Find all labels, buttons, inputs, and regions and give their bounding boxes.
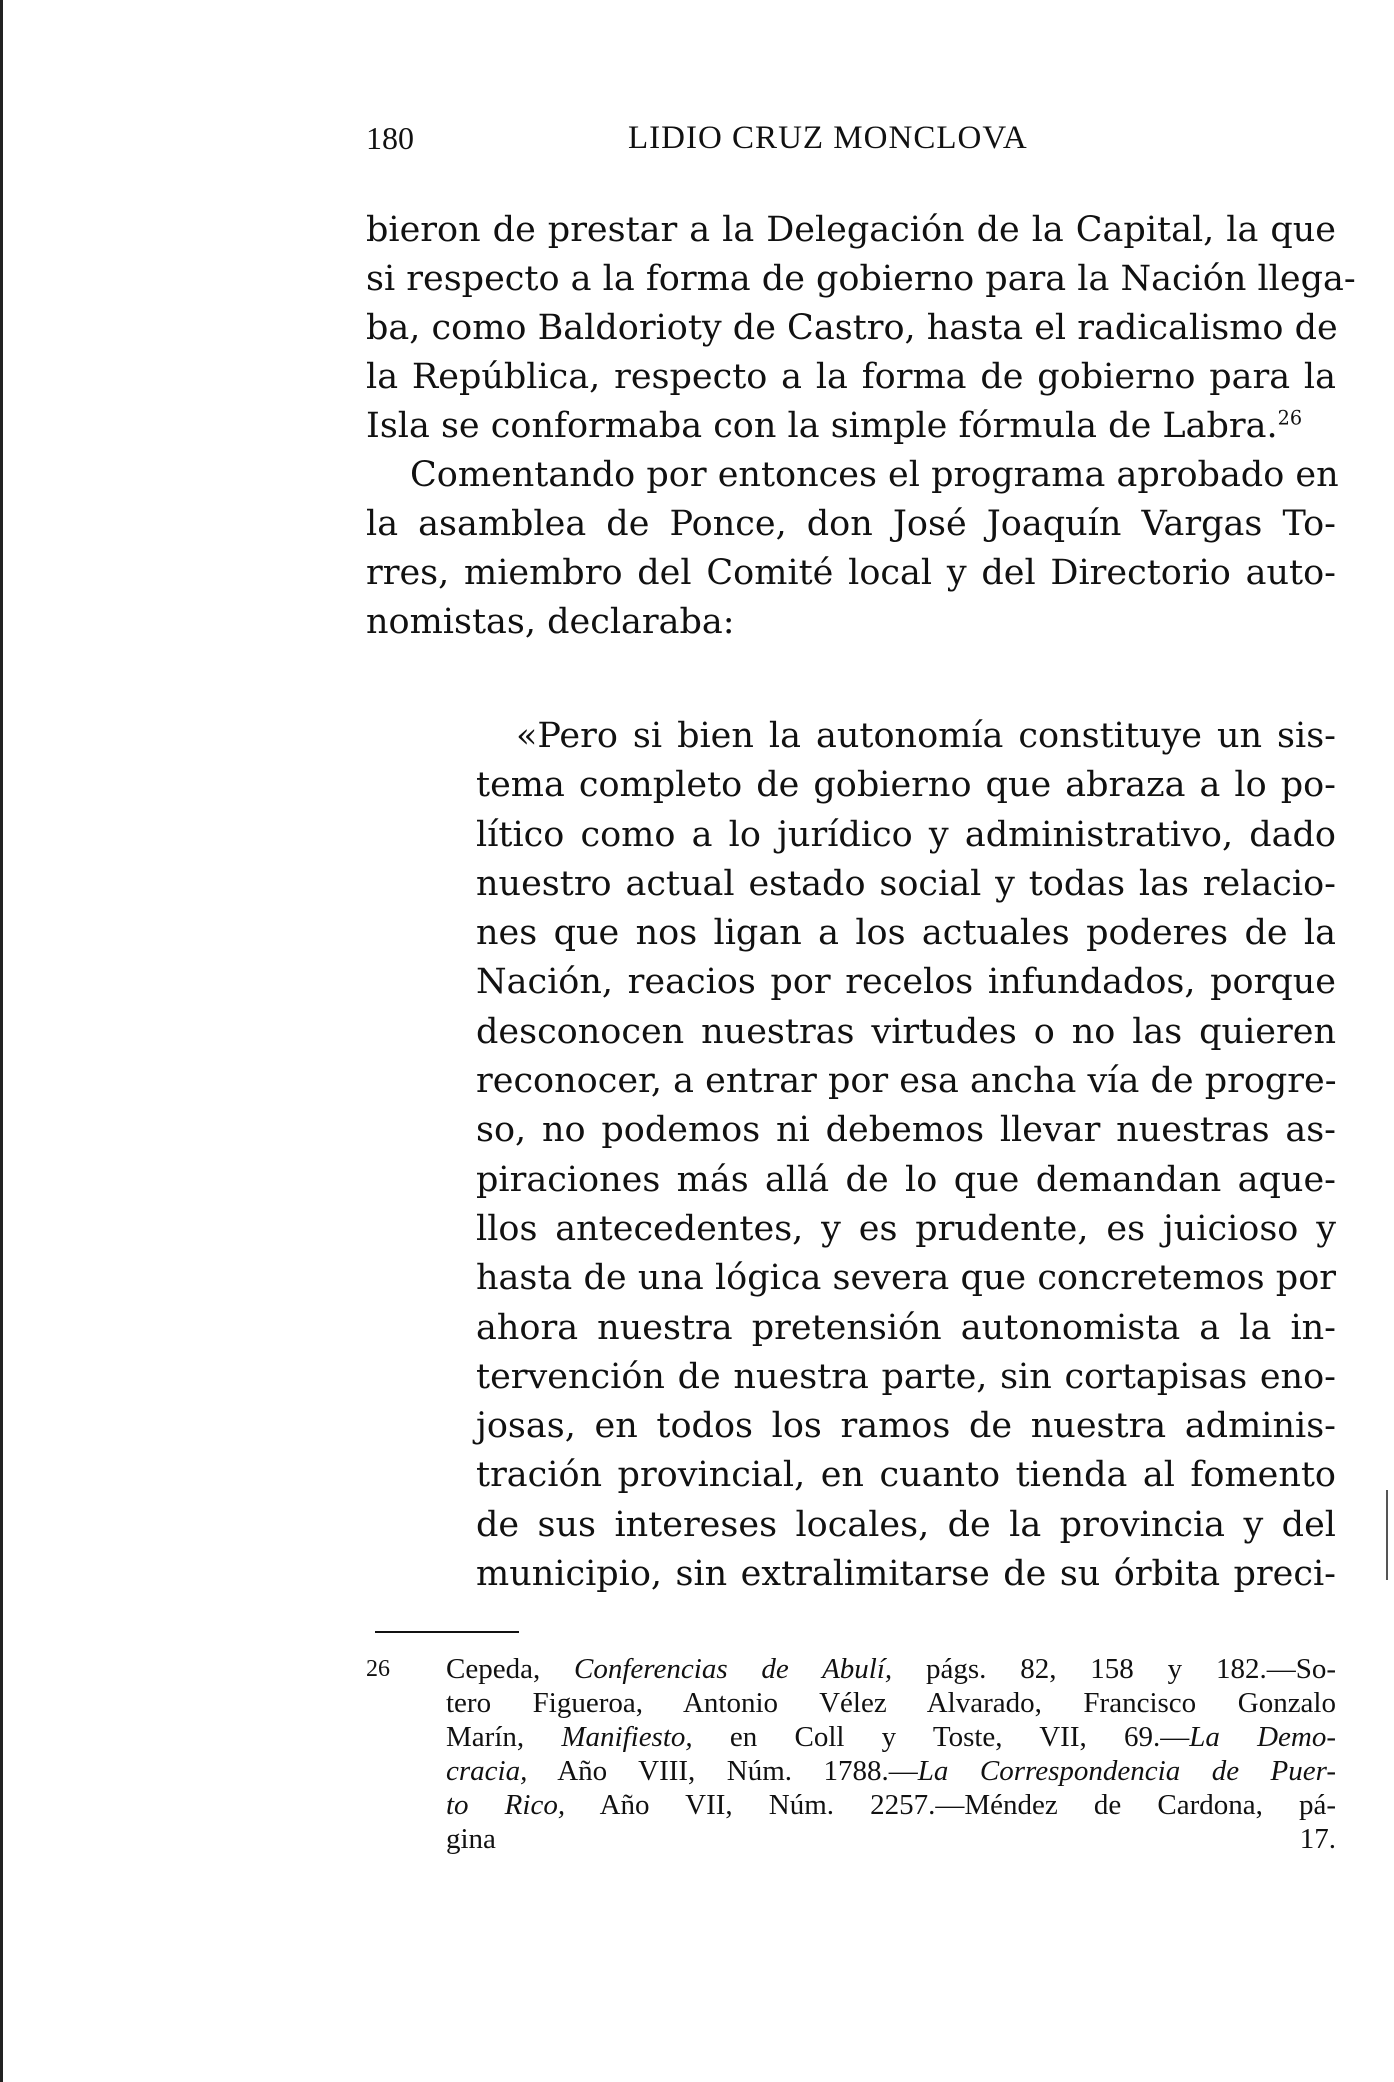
footnote-number: 26: [366, 1656, 390, 1682]
footnote-line: [446, 1652, 1336, 1686]
quote-line: tervención de nuestra parte, sin cortapisas eno-: [476, 1356, 1336, 1397]
quote-line: so, no podemos ni debemos llevar nuestras as-: [476, 1110, 1336, 1151]
footnote-title: La Correspondencia de Puer-: [917, 1755, 1337, 1787]
text-line-content: Isla se conformaba con la simple fórmula de Labra.: [366, 406, 1278, 446]
text-line: la asamblea de Ponce, don José Joaquín Vargas To-: [366, 504, 1336, 544]
quote-line: josas, en todos los ramos de nuestra adminis-: [476, 1406, 1336, 1447]
quote-line: tración provincial, en cuanto tienda al fomento: [476, 1455, 1336, 1496]
footnote-text: Año VIII, Núm. 1788.—: [527, 1755, 918, 1787]
text-line: Comentando por entonces el programa aprobado en: [410, 455, 1339, 495]
footnote-line: tero Figueroa, Antonio Vélez Alvarado, Francisco Gonzalo: [446, 1687, 1336, 1719]
quote-line: reconocer, a entrar por esa ancha vía de progre-: [476, 1061, 1337, 1102]
footnote-title: La Demo-: [1189, 1721, 1337, 1753]
quote-line: tema completo de gobierno que abraza a lo po-: [476, 765, 1336, 806]
scan-edge-line: [0, 0, 3, 2082]
footnote-body: [446, 1652, 1336, 1856]
footnote-text: Año VII, Núm. 2257.—Méndez de Cardona, pá-: [565, 1789, 1337, 1821]
footnote-title: to Rico,: [446, 1789, 566, 1821]
text-line: ba, como Baldorioty de Castro, hasta el radicalismo de: [366, 308, 1338, 348]
footnote-line: gina 17.: [446, 1823, 1336, 1855]
quote-line: hasta de una lógica severa que concretemos por: [476, 1258, 1336, 1299]
quote-line: de sus intereses locales, de la provincia y del: [476, 1504, 1336, 1545]
paragraph-1: [366, 206, 1356, 451]
quote-line: lítico como a lo jurídico y administrativo, dado: [476, 814, 1336, 855]
quote-line: llos antecedentes, y es prudente, es juicioso y: [476, 1208, 1336, 1249]
block-quote: [476, 712, 1336, 1599]
footnote-text: en Coll y Toste, VII, 69.—: [692, 1721, 1190, 1753]
page-header: [0, 120, 1394, 160]
quote-line: nes que nos ligan a los actuales poderes de la: [476, 913, 1336, 954]
footnote-text: Marín,: [446, 1721, 562, 1753]
quote-line: municipio, sin extralimitarse de su órbita preci-: [476, 1554, 1336, 1595]
footnote-title: Conferencias de Abulí,: [574, 1653, 893, 1685]
footnote-text: Cepeda,: [446, 1653, 575, 1685]
footnote-title: Manifiesto,: [561, 1721, 693, 1753]
footnote: [366, 1652, 1336, 1856]
scan-edge-mark: [1386, 1490, 1388, 1580]
text-line: nomistas, declaraba:: [366, 602, 735, 642]
running-head: LIDIO CRUZ MONCLOVA: [628, 120, 1028, 156]
footnote-line: [446, 1720, 1336, 1754]
footnote-title: cracia,: [446, 1755, 528, 1787]
quote-line: Nación, reacios por recelos infundados, porque: [476, 962, 1336, 1003]
text-line: si respecto a la forma de gobierno para la Nación llega-: [366, 259, 1356, 299]
footnote-text: págs. 82, 158 y 182.—So-: [892, 1653, 1336, 1685]
quote-line: «Pero si bien la autonomía constituye un sis-: [516, 716, 1336, 756]
quote-line: nuestro actual estado social y todas las relacio-: [476, 863, 1336, 904]
text-line: [366, 402, 1336, 451]
footnote-ref: 26: [1277, 406, 1303, 430]
footnote-line: [446, 1788, 1336, 1822]
quote-line: ahora nuestra pretensión autonomista a la in-: [476, 1307, 1336, 1348]
text-line: la República, respecto a la forma de gobierno para la: [366, 357, 1336, 397]
quote-line: desconocen nuestras virtudes o no las quieren: [476, 1011, 1336, 1052]
text-line: bieron de prestar a la Delegación de la Capital, la que: [366, 210, 1336, 250]
footnote-separator: [375, 1631, 519, 1633]
quote-line: piraciones más allá de lo que demandan aque-: [476, 1159, 1336, 1200]
text-line: rres, miembro del Comité local y del Directorio auto-: [366, 553, 1336, 593]
footnote-line: [446, 1754, 1336, 1788]
page-number: 180: [366, 120, 414, 156]
paragraph-2: [366, 451, 1339, 647]
